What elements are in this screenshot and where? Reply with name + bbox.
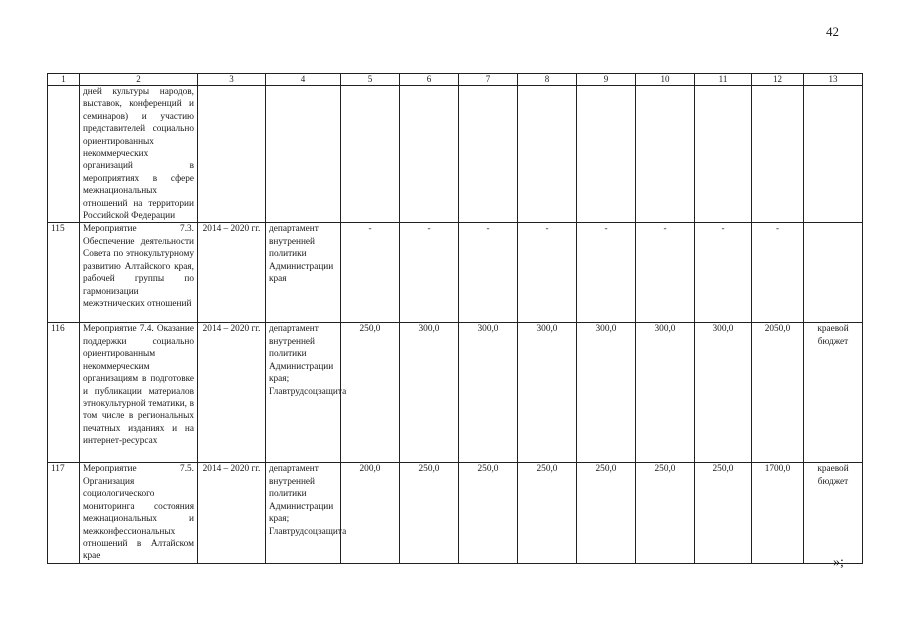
activity-description: Мероприятие 7.5. Организация социологического мониторинга состояния межнациональных и межконфессиональных отношений в Алтайском крае bbox=[80, 463, 198, 564]
value-cell: - bbox=[459, 223, 518, 323]
source-cell bbox=[804, 223, 863, 323]
executor-cell: департамент внутренней политики Администрации края bbox=[266, 223, 341, 323]
column-header: 3 bbox=[198, 74, 266, 86]
value-cell: 250,0 bbox=[636, 463, 695, 564]
column-header: 12 bbox=[752, 74, 804, 86]
table-row bbox=[48, 463, 863, 564]
row-number: 115 bbox=[48, 223, 80, 323]
period-cell: 2014 – 2020 гг. bbox=[198, 323, 266, 463]
value-cell: 250,0 bbox=[518, 463, 577, 564]
column-header: 13 bbox=[804, 74, 863, 86]
value-cell: 200,0 bbox=[341, 463, 400, 564]
program-activities-table bbox=[47, 73, 863, 564]
column-header: 9 bbox=[577, 74, 636, 86]
column-header: 1 bbox=[48, 74, 80, 86]
value-cell: 300,0 bbox=[636, 323, 695, 463]
total-cell: - bbox=[752, 223, 804, 323]
value-cell: 300,0 bbox=[518, 323, 577, 463]
value-cell: 250,0 bbox=[577, 463, 636, 564]
column-header: 5 bbox=[341, 74, 400, 86]
period-cell: 2014 – 2020 гг. bbox=[198, 223, 266, 323]
source-cell: краевой бюджет bbox=[804, 323, 863, 463]
activity-description: Мероприятие 7.4. Оказание поддержки социально ориентированным некоммерческим организациям в подготовке и публикации материалов этнокультурной тематики, в том числе в региональных печатных изданиях и на интернет-ресурсах bbox=[80, 323, 198, 463]
value-cell: - bbox=[341, 223, 400, 323]
activity-description: дней культуры народов, выставок, конференций и семинаров) и участию представителей социально ориентированных некоммерческих организаций в мероприятиях в сфере межнациональных отношений на территории Российской Федерации bbox=[80, 86, 198, 223]
column-number-row bbox=[48, 74, 863, 86]
value-cell: 300,0 bbox=[577, 323, 636, 463]
column-header: 6 bbox=[400, 74, 459, 86]
value-cell: 300,0 bbox=[695, 323, 752, 463]
value-cell: - bbox=[695, 223, 752, 323]
value-cell: 250,0 bbox=[400, 463, 459, 564]
table-row bbox=[48, 323, 863, 463]
table-row bbox=[48, 223, 863, 323]
column-header: 11 bbox=[695, 74, 752, 86]
column-header: 7 bbox=[459, 74, 518, 86]
value-cell: - bbox=[518, 223, 577, 323]
row-number: 117 bbox=[48, 463, 80, 564]
column-header: 8 bbox=[518, 74, 577, 86]
column-header: 10 bbox=[636, 74, 695, 86]
executor-cell: департамент внутренней политики Администрации края; Главтрудсоцзащита bbox=[266, 323, 341, 463]
closing-quote-mark: »; bbox=[833, 555, 844, 570]
column-header: 2 bbox=[80, 74, 198, 86]
total-cell: 2050,0 bbox=[752, 323, 804, 463]
activity-description: Мероприятие 7.3. Обеспечение деятельности Совета по этнокультурному развитию Алтайского края, рабочей группы по гармонизации межэтнических отношений bbox=[80, 223, 198, 323]
period-cell: 2014 – 2020 гг. bbox=[198, 463, 266, 564]
value-cell: 250,0 bbox=[459, 463, 518, 564]
page-number: 42 bbox=[826, 24, 839, 39]
value-cell: 300,0 bbox=[459, 323, 518, 463]
executor-cell: департамент внутренней политики Администрации края; Главтрудсоцзащита bbox=[266, 463, 341, 564]
column-header: 4 bbox=[266, 74, 341, 86]
source-cell: краевой бюджет bbox=[804, 463, 863, 564]
value-cell: 300,0 bbox=[400, 323, 459, 463]
row-number: 116 bbox=[48, 323, 80, 463]
table-row-continuation bbox=[48, 86, 863, 223]
value-cell: - bbox=[400, 223, 459, 323]
total-cell: 1700,0 bbox=[752, 463, 804, 564]
value-cell: - bbox=[577, 223, 636, 323]
value-cell: 250,0 bbox=[695, 463, 752, 564]
value-cell: - bbox=[636, 223, 695, 323]
value-cell: 250,0 bbox=[341, 323, 400, 463]
